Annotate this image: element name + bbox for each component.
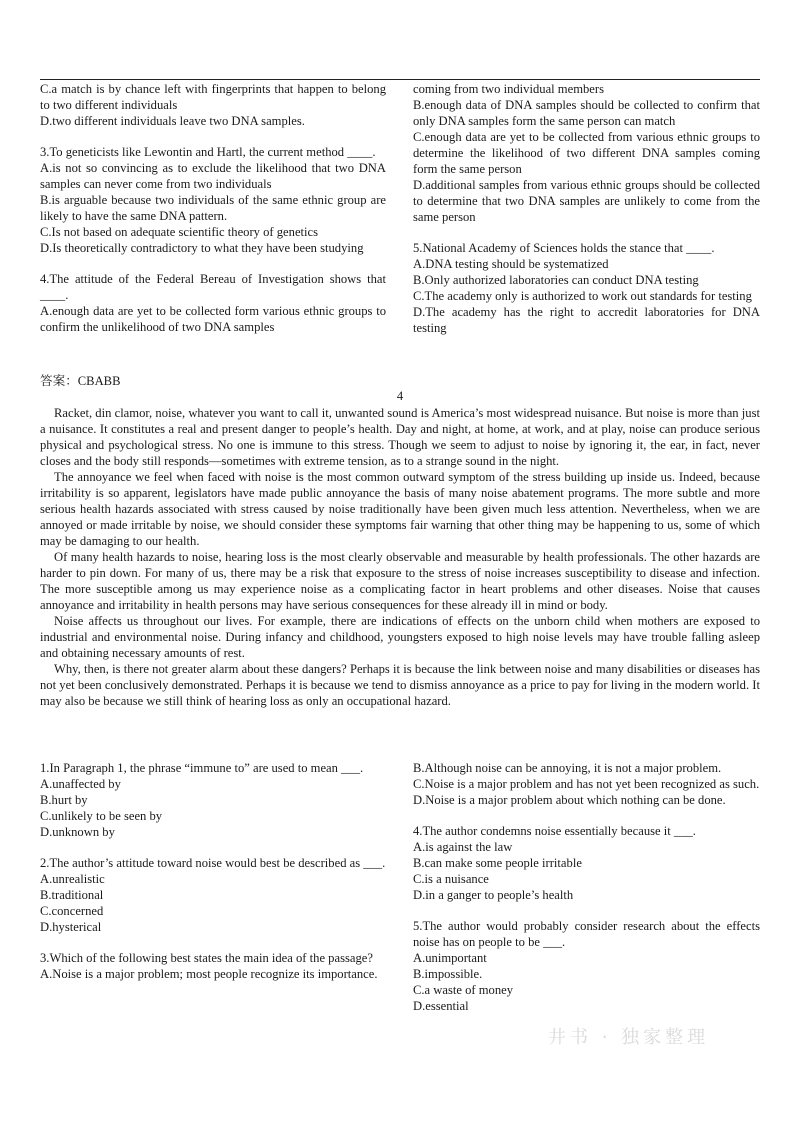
spacer: [413, 225, 760, 240]
answer-option: B.impossible.: [413, 967, 483, 981]
answer-option: D.essential: [413, 999, 469, 1013]
top-right-column: [413, 81, 760, 336]
question-stem: 2.The author’s attitude toward noise would best be described as ___.: [40, 856, 386, 870]
answer-option: C.The academy only is authorized to work out standards for testing: [413, 289, 752, 303]
answer-option: C.a waste of money: [413, 983, 514, 997]
question-stem: 3.To geneticists like Lewontin and Hartl, the current method ____.: [40, 145, 376, 159]
passage-paragraph-2: The annoyance we feel when faced with noise is the most common outward symptom of the stress building up inside us. Indeed, because irritability is so apparent, legislators have made public annoyance the basis of many noise abatement programs. The more subtle and more serious health hazards associated with stress caused by noise traditionally have been given much less attention. Nevertheless, when we are annoyed or made irritable by noise, we should consider these symptoms fair warning that other thing may be happening to us, some of which may be damaging to our health.: [40, 470, 760, 548]
answer-option: D.in a ganger to people’s health: [413, 888, 574, 902]
passage-paragraph-5: Why, then, is there not greater alarm about these dangers? Perhaps it is because the link between noise and many disabilities or diseases has not yet been conclusively demonstrated. Perhaps it is because we tend to dismiss annoyance as a price to pay for living in the modern world. It may also be because we still think of hearing loss as only an occupational hazard.: [40, 662, 760, 708]
question-stem: 5.National Academy of Sciences holds the stance that ____.: [413, 241, 715, 255]
answer-option: A.is against the law: [413, 840, 513, 854]
spacer: [413, 903, 760, 918]
answer-option: coming from two individual members: [413, 82, 604, 96]
answer-option: C.is a nuisance: [413, 872, 489, 886]
answer-option: B.hurt by: [40, 793, 88, 807]
answer-option: A.Noise is a major problem; most people recognize its importance.: [40, 967, 378, 981]
answer-option: A.enough data are yet to be collected form various ethnic groups to confirm the unlikelihood of two DNA samples: [40, 304, 386, 334]
top-left-column: [40, 81, 386, 335]
answer-option: C.a match is by chance left with fingerprints that happen to belong to two different individuals: [40, 82, 386, 112]
answer-option: B.is arguable because two individuals of the same ethnic group are likely to have the same DNA pattern.: [40, 193, 386, 223]
top-rule: [40, 79, 760, 80]
bottom-right-column: [413, 760, 760, 1014]
answer-option: D.additional samples from various ethnic groups should be collected to determine that two DNA samples are unlikely to come from the same person: [413, 178, 760, 224]
answer-option: B.enough data of DNA samples should be collected to confirm that only DNA samples form the same person can match: [413, 98, 760, 128]
answer-option: A.is not so convincing as to exclude the likelihood that two DNA samples can never come from two individuals: [40, 161, 386, 191]
watermark: 井书 · 独家整理: [548, 1027, 710, 1048]
answer-option: C.unlikely to be seen by: [40, 809, 163, 823]
spacer: [40, 256, 386, 271]
answer-option: A.unrealistic: [40, 872, 105, 886]
passage-paragraph-1: Racket, din clamor, noise, whatever you want to call it, unwanted sound is America’s most widespread nuisance. But noise is more than just a nuisance. It constitutes a real and present danger to people’s health. Day and night, at home, at work, and at play, noise can produce serious physical and psychological stress. No one is immune to this stress. Though we seem to adjust to noise by ignoring it, the ear, in fact, never closes and the body still responds—sometimes with extreme tension, as to a strange sound in the night.: [40, 406, 760, 468]
bottom-left-column: [40, 760, 386, 982]
spacer: [40, 935, 386, 950]
answer-key: 答案：CBABB: [40, 374, 121, 388]
answer-option: A.unimportant: [413, 951, 487, 965]
question-stem: 1.In Paragraph 1, the phrase “immune to” are used to mean ___.: [40, 761, 364, 775]
spacer: [40, 840, 386, 855]
answer-option: B.traditional: [40, 888, 104, 902]
answer-option: B.Only authorized laboratories can conduct DNA testing: [413, 273, 699, 287]
answer-option: C.Noise is a major problem and has not yet been recognized as such.: [413, 777, 760, 791]
answer-option: D.two different individuals leave two DNA samples.: [40, 114, 305, 128]
answer-option: A.unaffected by: [40, 777, 121, 791]
answer-option: D.Is theoretically contradictory to what they have been studying: [40, 241, 364, 255]
answer-option: B.can make some people irritable: [413, 856, 582, 870]
answer-option: C.enough data are yet to be collected from various ethnic groups to determine the likelihood of two different DNA samples coming form the same person: [413, 130, 760, 176]
answer-option: C.Is not based on adequate scientific theory of genetics: [40, 225, 319, 239]
answer-option: D.hysterical: [40, 920, 102, 934]
passage-paragraph-4: Noise affects us throughout our lives. For example, there are indications of effects on the unborn child when mothers are exposed to industrial and environmental noise. During infancy and childhood, youngsters exposed to high noise levels may have trouble falling asleep and obtaining necessary amounts of rest.: [40, 614, 760, 660]
page-number: 4: [396, 389, 404, 403]
answer-option: D.The academy has the right to accredit laboratories for DNA testing: [413, 305, 760, 335]
answer-option: C.concerned: [40, 904, 104, 918]
question-stem: 4.The attitude of the Federal Bereau of Investigation shows that ____.: [40, 272, 386, 302]
question-stem: 3.Which of the following best states the main idea of the passage?: [40, 951, 373, 965]
answer-option: D.unknown by: [40, 825, 115, 839]
passage-paragraph-3: Of many health hazards to noise, hearing loss is the most clearly observable and measurable by health professionals. The other hazards are harder to pin down. For many of us, there may be a risk that exposure to the stress of noise increases susceptibility to disease and infection. The more susceptible among us may experience noise as a complicating factor in heart problems and other diseases. Noise that causes annoyance and irritability in health persons may have serious consequences for these already ill in mind or body.: [40, 550, 760, 612]
spacer: [413, 808, 760, 823]
question-stem: 4.The author condemns noise essentially because it ___.: [413, 824, 696, 838]
spacer: [40, 129, 386, 144]
answer-option: B.Although noise can be annoying, it is not a major problem.: [413, 761, 722, 775]
answer-option: A.DNA testing should be systematized: [413, 257, 609, 271]
question-stem: 5.The author would probably consider research about the effects noise has on people to be ___.: [413, 919, 760, 949]
answer-option: D.Noise is a major problem about which nothing can be done.: [413, 793, 726, 807]
reading-passage: [40, 405, 760, 709]
